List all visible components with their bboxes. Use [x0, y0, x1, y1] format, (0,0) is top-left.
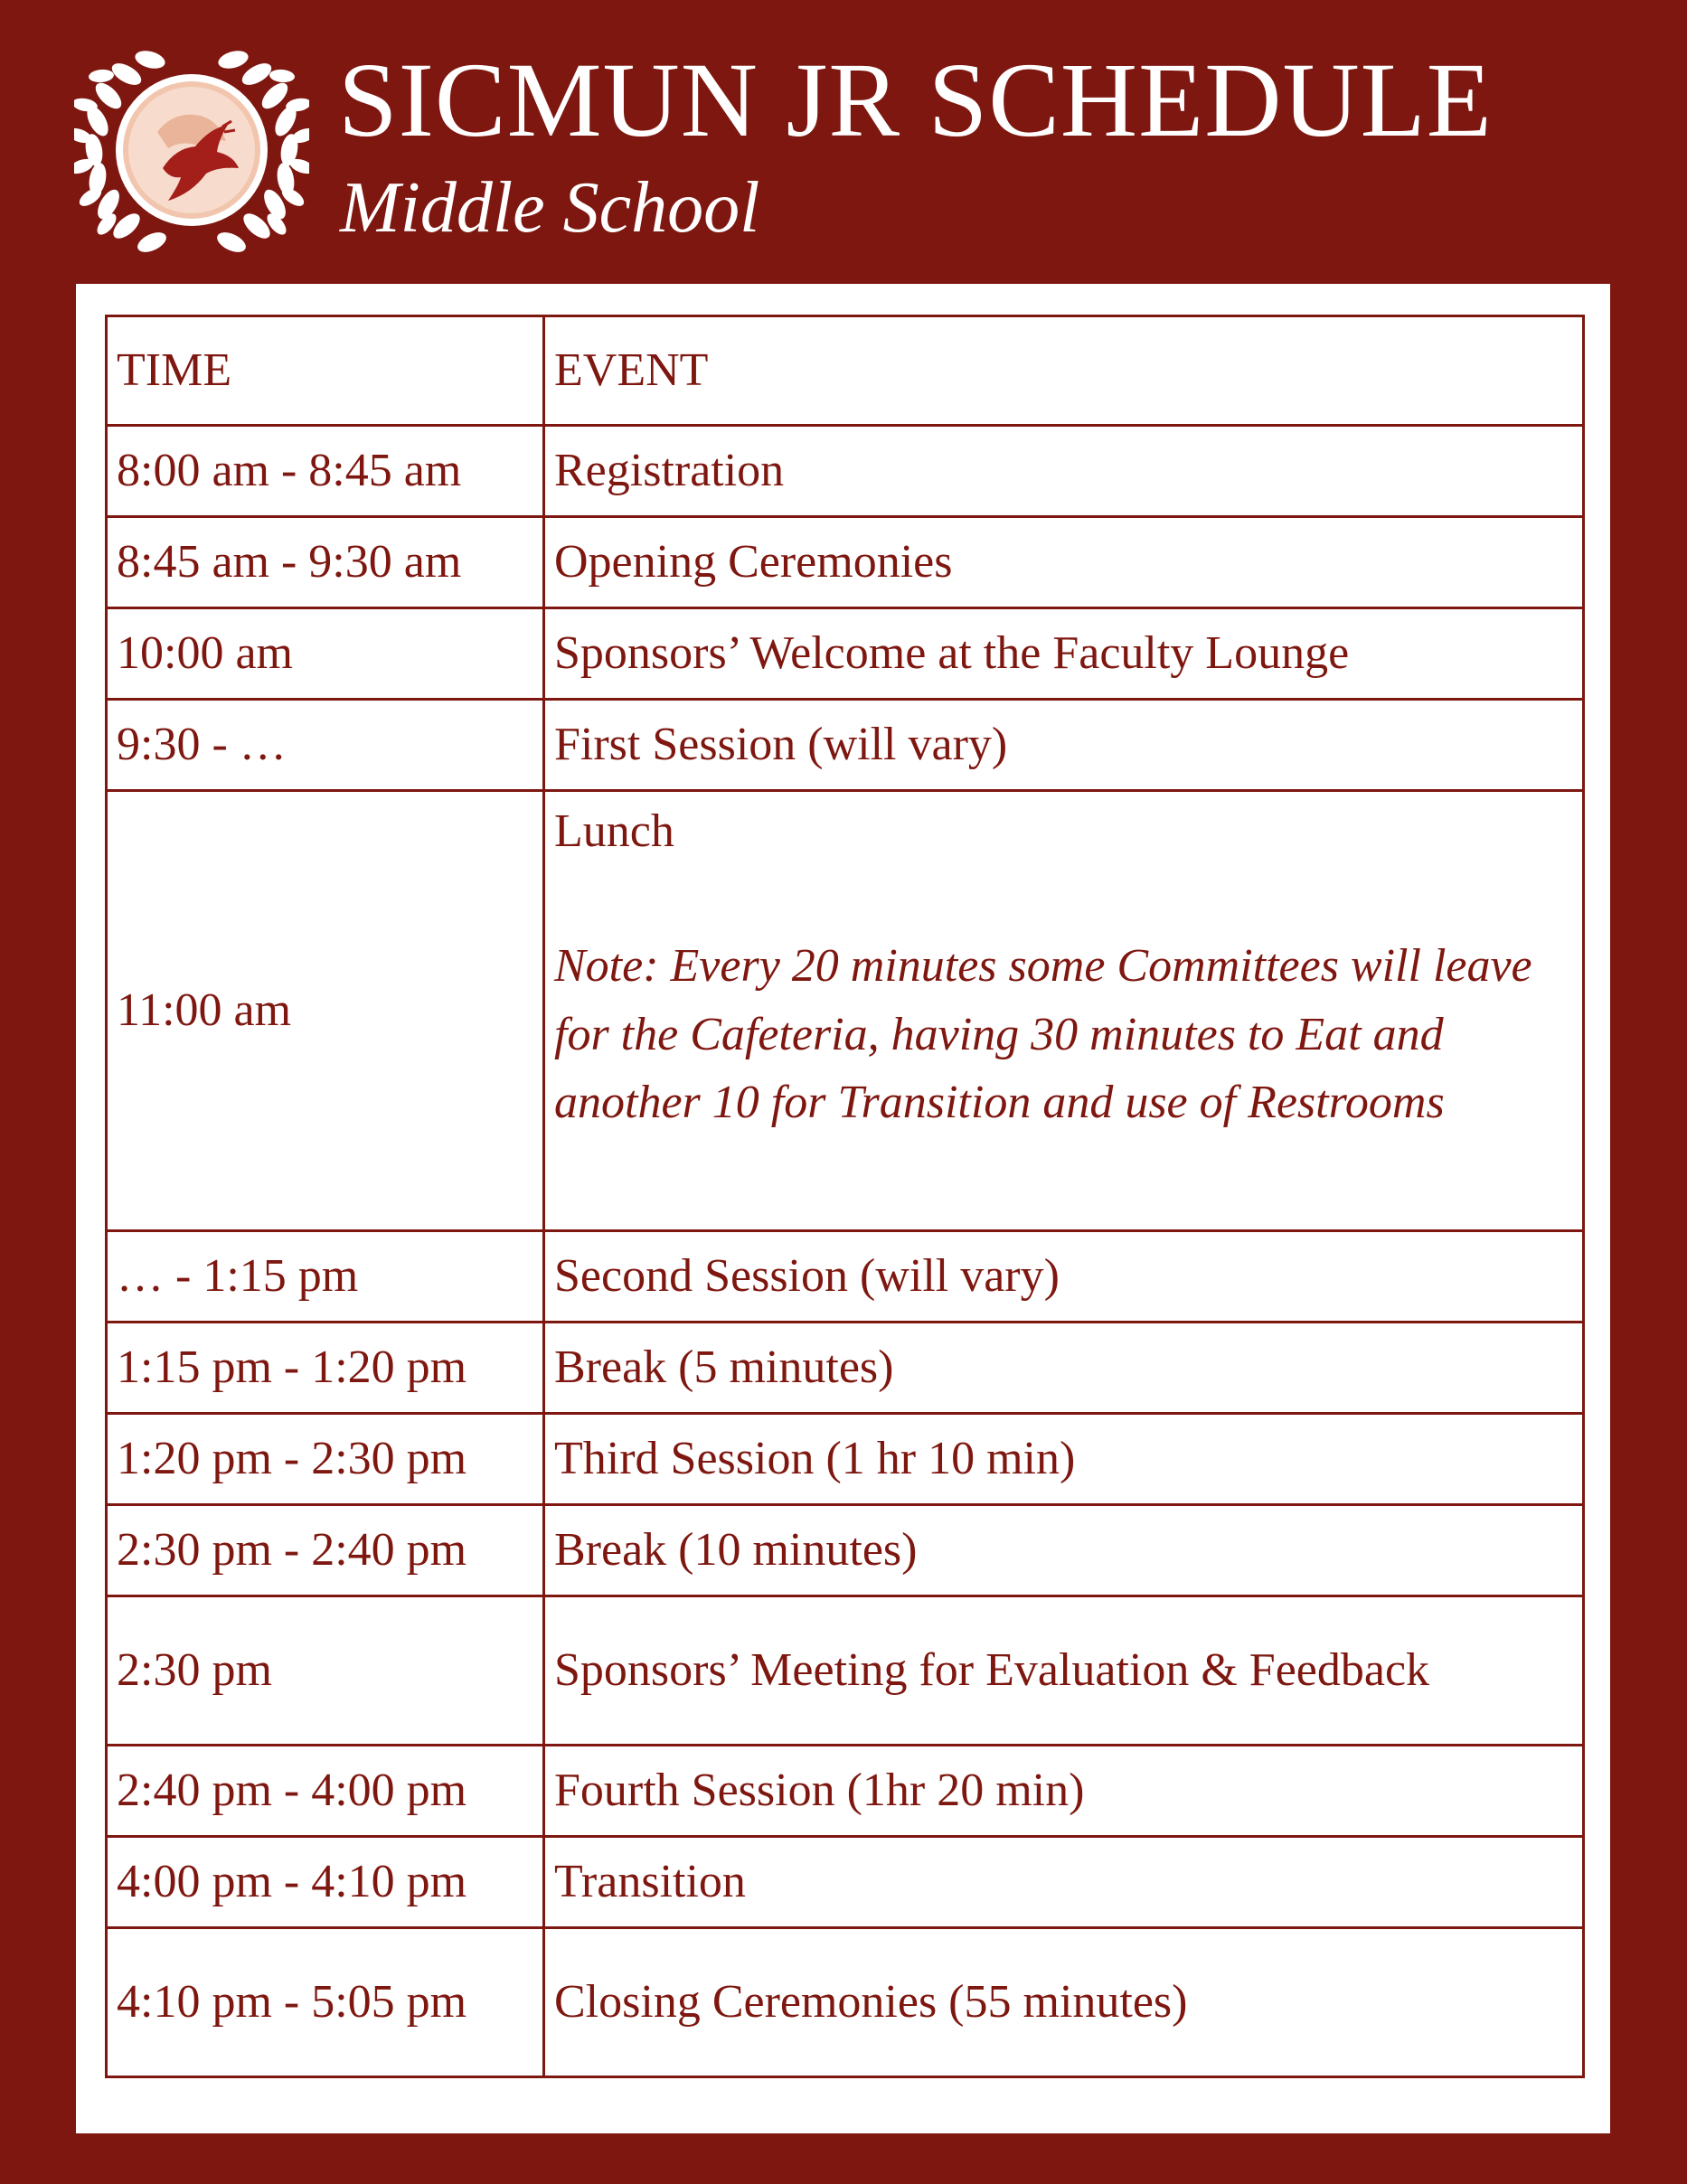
- event-cell: First Session (will vary): [544, 700, 1584, 791]
- table-row: [107, 700, 1584, 791]
- time-cell: 9:30 - …: [107, 700, 544, 791]
- time-cell: 4:10 pm - 5:05 pm: [107, 1928, 544, 2077]
- event-cell: Registration: [544, 426, 1584, 517]
- schedule-panel: [76, 284, 1610, 2133]
- column-header-time: TIME: [107, 316, 544, 426]
- event-cell: Transition: [544, 1837, 1584, 1928]
- event-cell: [544, 791, 1584, 1231]
- time-cell: 1:15 pm - 1:20 pm: [107, 1323, 544, 1414]
- time-cell: 2:40 pm - 4:00 pm: [107, 1746, 544, 1837]
- event-cell: Break (10 minutes): [544, 1505, 1584, 1596]
- column-header-event: EVENT: [544, 316, 1584, 426]
- table-row: [107, 1414, 1584, 1505]
- table-row: [107, 1505, 1584, 1596]
- time-cell: 1:20 pm - 2:30 pm: [107, 1414, 544, 1505]
- table-row: [107, 517, 1584, 608]
- event-cell: Fourth Session (1hr 20 min): [544, 1746, 1584, 1837]
- event-cell: Closing Ceremonies (55 minutes): [544, 1928, 1584, 2077]
- table-row: [107, 1596, 1584, 1746]
- time-cell: … - 1:15 pm: [107, 1231, 544, 1323]
- lunch-title: Lunch: [554, 805, 674, 857]
- event-cell: Sponsors’ Meeting for Evaluation & Feedback: [544, 1596, 1584, 1746]
- time-cell: 8:45 am - 9:30 am: [107, 517, 544, 608]
- time-cell: 4:00 pm - 4:10 pm: [107, 1837, 544, 1928]
- event-cell: Opening Ceremonies: [544, 517, 1584, 608]
- time-cell: 8:00 am - 8:45 am: [107, 426, 544, 517]
- event-cell: Sponsors’ Welcome at the Faculty Lounge: [544, 608, 1584, 700]
- time-cell: 2:30 pm - 2:40 pm: [107, 1505, 544, 1596]
- table-row: [107, 1231, 1584, 1323]
- table-row: [107, 426, 1584, 517]
- time-cell: 10:00 am: [107, 608, 544, 700]
- event-cell: Second Session (will vary): [544, 1231, 1584, 1323]
- lunch-note: Note: Every 20 minutes some Committees will leave for the Cafeteria, having 30 minutes to Eat and another 10 for Transition and use of Restrooms: [554, 940, 1532, 1129]
- time-cell: 11:00 am: [107, 791, 544, 1231]
- table-row: [107, 791, 1584, 1231]
- laurel-wreath-dove-logo-icon: [74, 33, 309, 268]
- page-subtitle: Middle School: [340, 168, 760, 248]
- page-title: SICMUN JR SCHEDULE: [338, 41, 1493, 159]
- table-row: [107, 1837, 1584, 1928]
- time-cell: 2:30 pm: [107, 1596, 544, 1746]
- event-cell: Third Session (1 hr 10 min): [544, 1414, 1584, 1505]
- event-cell: Break (5 minutes): [544, 1323, 1584, 1414]
- table-row: [107, 1928, 1584, 2077]
- table-header-row: [107, 316, 1584, 426]
- schedule-table: [105, 315, 1585, 2078]
- table-row: [107, 1746, 1584, 1837]
- table-row: [107, 1323, 1584, 1414]
- table-row: [107, 608, 1584, 700]
